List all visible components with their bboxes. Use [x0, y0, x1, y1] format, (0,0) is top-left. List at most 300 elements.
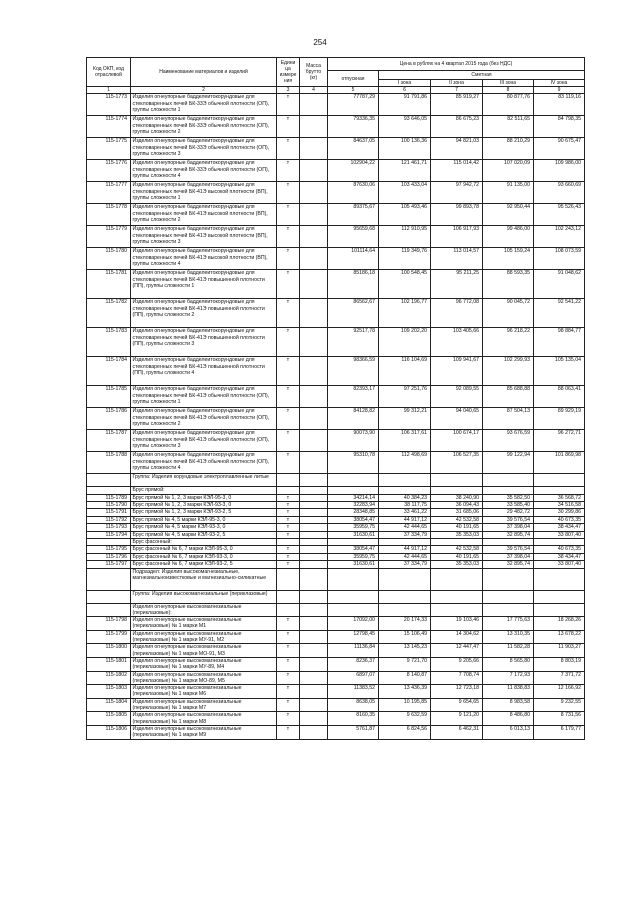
table-row: [87, 138, 585, 160]
row-zone-1-price: 8 140,87: [379, 671, 431, 685]
row-unit: т: [277, 509, 300, 516]
header-estimate: Сметная: [379, 71, 585, 80]
row-unit: т: [277, 524, 300, 531]
row-name: Изделия огнеупорные бадделеитокорундовые для стекловаренных печей БК-33Э обычной плотности (ОП), группы сложности 4: [131, 160, 277, 182]
row-zone-4-price: 95 526,43: [534, 204, 585, 226]
row-name: Брус фасонный № 6, 7 марки КЭЛ-95-3, 0: [131, 546, 277, 553]
row-unit: [277, 590, 300, 603]
table-row: [87, 725, 585, 739]
row-name: Изделия огнеупорные бадделеитокорундовые для стекловаренных печей БК-41Э высокой плотности (ВП), группы сложности 2: [131, 204, 277, 226]
table-row: [87, 630, 585, 644]
row-name: Брус прямой № 4, 5 марки КЭЛ-95-3, 0: [131, 516, 277, 523]
row-mass: [300, 299, 328, 328]
row-zone-4-price: 109 986,00: [534, 160, 585, 182]
row-release-price: 95310,78: [328, 452, 379, 474]
row-code: 115-1781: [87, 270, 131, 299]
row-release-price: 87630,06: [328, 182, 379, 204]
table-row: [87, 561, 585, 568]
row-release-price: [328, 539, 379, 546]
table-row: [87, 226, 585, 248]
row-name: Изделия огнеупорные высокомагнезиальные (периклазовые) № 1 марки М9: [131, 725, 277, 739]
row-zone-3-price: 99 122,94: [483, 452, 534, 474]
row-zone-1-price: 97 251,76: [379, 386, 431, 408]
row-name: Изделия огнеупорные бадделеитокорундовые для стекловаренных печей БК-41Э обычной плотности (ОП), группы сложности 1: [131, 386, 277, 408]
row-mass: [300, 116, 328, 138]
row-code: 115-1801: [87, 657, 131, 671]
row-mass: [300, 590, 328, 603]
row-zone-2-price: 113 014,57: [431, 248, 483, 270]
row-mass: [300, 698, 328, 712]
row-zone-2-price: [431, 474, 483, 487]
row-zone-4-price: 11 903,27: [534, 644, 585, 658]
row-zone-4-price: 33 807,40: [534, 561, 585, 568]
table-row: [87, 657, 585, 671]
row-name: Брус фасонный:: [131, 539, 277, 546]
row-release-price: 17092,00: [328, 617, 379, 631]
row-zone-2-price: 85 919,27: [431, 94, 483, 116]
row-name: Изделия огнеупорные бадделеитокорундовые для стекловаренных печей БК-41Э повышенной плотности (ПП), группы сложности 3: [131, 328, 277, 357]
row-zone-3-price: 107 020,09: [483, 160, 534, 182]
row-release-price: 11136,84: [328, 644, 379, 658]
row-zone-4-price: 38 434,47: [534, 553, 585, 560]
column-number: 4: [300, 87, 328, 94]
row-zone-1-price: 42 444,65: [379, 524, 431, 531]
row-code: 115-1802: [87, 671, 131, 685]
row-zone-1-price: [379, 487, 431, 494]
row-zone-3-price: 11 582,28: [483, 644, 534, 658]
row-name: Брус прямой № 1, 2, 3 марки КЭЛ-93-2, 5: [131, 509, 277, 516]
row-name: Изделия огнеупорные бадделеитокорундовые для стекловаренных печей БК-41Э обычной плотности (ОП), группы сложности 3: [131, 430, 277, 452]
row-release-price: 31630,61: [328, 531, 379, 538]
row-code: 115-1789: [87, 494, 131, 501]
row-zone-1-price: 106 317,61: [379, 430, 431, 452]
row-zone-4-price: [534, 487, 585, 494]
row-code: 115-1792: [87, 516, 131, 523]
row-unit: т: [277, 408, 300, 430]
row-mass: [300, 248, 328, 270]
table-row: [87, 474, 585, 487]
row-mass: [300, 685, 328, 699]
price-table: [86, 57, 585, 740]
row-release-price: 6897,07: [328, 671, 379, 685]
row-name: Изделия огнеупорные бадделеитокорундовые для стекловаренных печей БК-41Э повышенной плотности (ПП), группы сложности 1: [131, 270, 277, 299]
row-zone-4-price: 33 807,40: [534, 531, 585, 538]
row-zone-4-price: 93 660,69: [534, 182, 585, 204]
row-zone-2-price: 96 772,08: [431, 299, 483, 328]
row-release-price: 86562,67: [328, 299, 379, 328]
table-row: [87, 182, 585, 204]
row-code: [87, 603, 131, 617]
row-code: [87, 568, 131, 590]
row-mass: [300, 712, 328, 726]
row-zone-2-price: 9 121,20: [431, 712, 483, 726]
row-zone-1-price: 109 202,20: [379, 328, 431, 357]
row-mass: [300, 494, 328, 501]
row-release-price: 28348,85: [328, 509, 379, 516]
row-code: 115-1775: [87, 138, 131, 160]
table-row: [87, 452, 585, 474]
row-zone-1-price: [379, 474, 431, 487]
row-unit: [277, 603, 300, 617]
row-zone-4-price: 40 673,35: [534, 546, 585, 553]
row-mass: [300, 561, 328, 568]
row-release-price: 34214,14: [328, 494, 379, 501]
row-zone-2-price: 14 304,62: [431, 630, 483, 644]
row-zone-4-price: [534, 568, 585, 590]
row-code: 115-1800: [87, 644, 131, 658]
table-row: [87, 408, 585, 430]
row-zone-1-price: [379, 539, 431, 546]
table-row: [87, 386, 585, 408]
row-code: 115-1783: [87, 328, 131, 357]
row-mass: [300, 204, 328, 226]
row-zone-2-price: 7 708,74: [431, 671, 483, 685]
row-zone-3-price: 37 398,04: [483, 553, 534, 560]
row-zone-2-price: 106 527,35: [431, 452, 483, 474]
row-unit: т: [277, 182, 300, 204]
row-release-price: [328, 568, 379, 590]
row-zone-2-price: 103 405,66: [431, 328, 483, 357]
row-zone-4-price: 36 568,72: [534, 494, 585, 501]
row-zone-2-price: 106 917,93: [431, 226, 483, 248]
row-code: 115-1776: [87, 160, 131, 182]
row-zone-2-price: [431, 590, 483, 603]
row-mass: [300, 357, 328, 386]
header-zone-1: I зона: [379, 80, 431, 87]
table-row: [87, 553, 585, 560]
row-mass: [300, 630, 328, 644]
row-release-price: 8236,37: [328, 657, 379, 671]
header-zone-4: IV зона: [534, 80, 585, 87]
row-mass: [300, 160, 328, 182]
row-unit: т: [277, 617, 300, 631]
row-unit: т: [277, 116, 300, 138]
column-number: 3: [277, 87, 300, 94]
row-name: Изделия огнеупорные бадделеитокорундовые для стекловаренных печей БК-33Э обычной плотности (ОП), группы сложности 1: [131, 94, 277, 116]
row-name: Группа: Изделия высокомагнезиальные (периклазовые): [131, 590, 277, 603]
row-zone-2-price: 100 674,17: [431, 430, 483, 452]
row-zone-1-price: 91 791,86: [379, 94, 431, 116]
row-code: 115-1780: [87, 248, 131, 270]
row-unit: т: [277, 698, 300, 712]
row-release-price: 98366,59: [328, 357, 379, 386]
row-release-price: 38054,47: [328, 546, 379, 553]
row-mass: [300, 182, 328, 204]
row-zone-3-price: 6 013,13: [483, 725, 534, 739]
table-row: [87, 328, 585, 357]
table-row: [87, 516, 585, 523]
row-mass: [300, 270, 328, 299]
row-zone-2-price: 109 941,67: [431, 357, 483, 386]
row-zone-1-price: 112 498,69: [379, 452, 431, 474]
row-zone-3-price: 102 299,93: [483, 357, 534, 386]
row-zone-3-price: 37 398,04: [483, 524, 534, 531]
row-zone-2-price: [431, 603, 483, 617]
row-release-price: 77787,29: [328, 94, 379, 116]
row-name: Изделия огнеупорные высокомагнезиальные (периклазовые) № 1 марки М1: [131, 617, 277, 631]
row-name: Брус прямой:: [131, 487, 277, 494]
header-name: Наименование материалов и изделий: [131, 58, 277, 87]
row-zone-1-price: 37 334,79: [379, 531, 431, 538]
row-zone-4-price: 40 673,35: [534, 516, 585, 523]
row-zone-3-price: 32 895,74: [483, 561, 534, 568]
table-row: [87, 509, 585, 516]
row-name: Изделия огнеупорные бадделеитокорундовые для стекловаренных печей БК-41Э высокой плотности (ВП), группы сложности 1: [131, 182, 277, 204]
table-row: [87, 116, 585, 138]
table-row: [87, 248, 585, 270]
row-zone-4-price: [534, 539, 585, 546]
row-zone-3-price: 93 676,59: [483, 430, 534, 452]
row-mass: [300, 408, 328, 430]
table-row: [87, 524, 585, 531]
row-zone-2-price: 19 103,46: [431, 617, 483, 631]
row-zone-1-price: 121 461,71: [379, 160, 431, 182]
row-zone-4-price: 91 048,62: [534, 270, 585, 299]
row-zone-3-price: 29 482,72: [483, 509, 534, 516]
row-unit: т: [277, 204, 300, 226]
row-code: 115-1799: [87, 630, 131, 644]
row-zone-1-price: [379, 590, 431, 603]
row-release-price: 11383,52: [328, 685, 379, 699]
row-zone-1-price: 102 196,77: [379, 299, 431, 328]
row-zone-4-price: 83 119,16: [534, 94, 585, 116]
row-name: Изделия огнеупорные высокомагнезиальные (периклазовые) № 1 марки М7: [131, 698, 277, 712]
row-zone-2-price: 97 942,72: [431, 182, 483, 204]
row-unit: [277, 487, 300, 494]
row-unit: т: [277, 328, 300, 357]
row-unit: т: [277, 725, 300, 739]
header-release: отпускная: [328, 71, 379, 87]
column-number: 7: [431, 87, 483, 94]
row-zone-1-price: 37 334,79: [379, 561, 431, 568]
row-code: 115-1787: [87, 430, 131, 452]
row-name: Изделия огнеупорные бадделеитокорундовые для стекловаренных печей БК-33Э обычной плотности (ОП), группы сложности 3: [131, 138, 277, 160]
row-unit: т: [277, 644, 300, 658]
table-row: [87, 204, 585, 226]
header-mass: Масса брутто (кг): [300, 58, 328, 87]
row-zone-4-price: 84 798,35: [534, 116, 585, 138]
row-code: 115-1791: [87, 509, 131, 516]
row-zone-4-price: 8 803,19: [534, 657, 585, 671]
row-code: 115-1803: [87, 685, 131, 699]
row-zone-1-price: 33 461,22: [379, 509, 431, 516]
row-code: 115-1777: [87, 182, 131, 204]
row-unit: т: [277, 712, 300, 726]
row-zone-1-price: 93 646,05: [379, 116, 431, 138]
row-code: [87, 590, 131, 603]
row-release-price: 8638,05: [328, 698, 379, 712]
row-code: 115-1786: [87, 408, 131, 430]
row-code: 115-1778: [87, 204, 131, 226]
row-zone-3-price: 32 895,74: [483, 531, 534, 538]
row-name: Брус прямой № 4, 5 марки КЭЛ-93-3, 0: [131, 524, 277, 531]
row-unit: т: [277, 630, 300, 644]
row-zone-1-price: [379, 568, 431, 590]
row-release-price: 8160,35: [328, 712, 379, 726]
row-release-price: 85186,18: [328, 270, 379, 299]
row-zone-2-price: 40 191,65: [431, 524, 483, 531]
row-unit: т: [277, 494, 300, 501]
table-row: [87, 712, 585, 726]
row-unit: т: [277, 546, 300, 553]
table-row: [87, 502, 585, 509]
row-zone-3-price: 7 172,93: [483, 671, 534, 685]
header-unit: Едини ца измере ния: [277, 58, 300, 87]
row-zone-4-price: 12 166,92: [534, 685, 585, 699]
row-release-price: 31630,61: [328, 561, 379, 568]
row-code: 115-1773: [87, 94, 131, 116]
row-zone-2-price: 38 240,90: [431, 494, 483, 501]
row-zone-1-price: 15 106,49: [379, 630, 431, 644]
row-mass: [300, 524, 328, 531]
table-row: [87, 671, 585, 685]
row-zone-2-price: 42 532,58: [431, 516, 483, 523]
row-zone-4-price: 90 675,47: [534, 138, 585, 160]
row-mass: [300, 546, 328, 553]
row-release-price: [328, 603, 379, 617]
row-zone-3-price: [483, 474, 534, 487]
row-code: 115-1782: [87, 299, 131, 328]
row-release-price: 90073,90: [328, 430, 379, 452]
row-code: 115-1798: [87, 617, 131, 631]
row-unit: т: [277, 386, 300, 408]
row-name: Изделия огнеупорные бадделеитокорундовые для стекловаренных печей БК-33Э обычной плотности (ОП), группы сложности 2: [131, 116, 277, 138]
row-mass: [300, 502, 328, 509]
row-zone-3-price: [483, 590, 534, 603]
row-zone-1-price: 13 436,39: [379, 685, 431, 699]
row-zone-1-price: 105 493,46: [379, 204, 431, 226]
row-code: 115-1797: [87, 561, 131, 568]
row-zone-4-price: [534, 474, 585, 487]
row-mass: [300, 671, 328, 685]
row-zone-1-price: 100 136,36: [379, 138, 431, 160]
row-name: Брус прямой № 1, 2, 3 марки КЭЛ-93-3, 0: [131, 502, 277, 509]
row-code: 115-1794: [87, 531, 131, 538]
row-mass: [300, 553, 328, 560]
row-zone-3-price: 105 159,24: [483, 248, 534, 270]
row-zone-4-price: 34 516,58: [534, 502, 585, 509]
row-mass: [300, 657, 328, 671]
row-name: Брус фасонный № 6, 7 марки КЭЛ-93-3, 0: [131, 553, 277, 560]
row-release-price: 89375,67: [328, 204, 379, 226]
row-release-price: 5761,87: [328, 725, 379, 739]
table-row: [87, 160, 585, 182]
row-unit: т: [277, 430, 300, 452]
row-code: 115-1804: [87, 698, 131, 712]
table-row: [87, 531, 585, 538]
row-zone-3-price: 99 486,00: [483, 226, 534, 248]
row-unit: т: [277, 248, 300, 270]
table-row: [87, 94, 585, 116]
row-name: Брус фасонный № 6, 7 марки КЭЛ-93-2, 5: [131, 561, 277, 568]
row-zone-3-price: 8 565,80: [483, 657, 534, 671]
row-release-price: 79336,35: [328, 116, 379, 138]
row-unit: т: [277, 657, 300, 671]
row-zone-3-price: 82 511,65: [483, 116, 534, 138]
row-code: 115-1784: [87, 357, 131, 386]
row-unit: [277, 539, 300, 546]
table-row: [87, 539, 585, 546]
row-zone-1-price: 99 312,21: [379, 408, 431, 430]
row-mass: [300, 430, 328, 452]
row-mass: [300, 452, 328, 474]
row-unit: т: [277, 502, 300, 509]
row-zone-2-price: [431, 539, 483, 546]
row-zone-1-price: 20 174,33: [379, 617, 431, 631]
row-release-price: 35959,75: [328, 524, 379, 531]
row-release-price: 82393,17: [328, 386, 379, 408]
row-mass: [300, 487, 328, 494]
row-zone-4-price: 9 232,55: [534, 698, 585, 712]
row-mass: [300, 539, 328, 546]
row-name: Изделия огнеупорные высокомагнезиальные (периклазовые) № 1 марки МУ-91, М2: [131, 630, 277, 644]
row-zone-1-price: 38 117,75: [379, 502, 431, 509]
row-zone-2-price: 40 191,65: [431, 553, 483, 560]
row-zone-2-price: 6 462,31: [431, 725, 483, 739]
row-unit: т: [277, 561, 300, 568]
row-zone-4-price: 96 272,71: [534, 430, 585, 452]
row-zone-1-price: 44 917,12: [379, 516, 431, 523]
row-name: Изделия огнеупорные высокомагнезиальные (периклазовые) № 1 марки М6: [131, 685, 277, 699]
row-code: 115-1790: [87, 502, 131, 509]
row-mass: [300, 568, 328, 590]
row-zone-3-price: 17 775,63: [483, 617, 534, 631]
row-zone-2-price: 115 014,42: [431, 160, 483, 182]
table-row: [87, 487, 585, 494]
row-name: Брус прямой № 1, 2, 3 марки КЭЛ-95-3, 0: [131, 494, 277, 501]
row-mass: [300, 328, 328, 357]
row-unit: [277, 474, 300, 487]
row-zone-1-price: 112 910,95: [379, 226, 431, 248]
row-code: 115-1796: [87, 553, 131, 560]
row-zone-3-price: 87 504,13: [483, 408, 534, 430]
row-unit: т: [277, 553, 300, 560]
row-release-price: 95659,68: [328, 226, 379, 248]
row-zone-2-price: 9 205,66: [431, 657, 483, 671]
row-zone-1-price: 103 433,04: [379, 182, 431, 204]
header-code: Код ОКП, код отраслевой: [87, 58, 131, 87]
row-zone-3-price: 8 983,58: [483, 698, 534, 712]
row-code: 115-1779: [87, 226, 131, 248]
row-zone-2-price: [431, 568, 483, 590]
row-zone-1-price: 40 384,23: [379, 494, 431, 501]
row-zone-1-price: 6 824,56: [379, 725, 431, 739]
page-number: 254: [313, 38, 327, 47]
row-zone-2-price: 92 089,55: [431, 386, 483, 408]
header-zone-3: III зона: [483, 80, 534, 87]
row-code: 115-1774: [87, 116, 131, 138]
row-zone-1-price: 9 721,70: [379, 657, 431, 671]
row-zone-2-price: 12 723,18: [431, 685, 483, 699]
row-mass: [300, 617, 328, 631]
row-zone-3-price: 39 576,54: [483, 546, 534, 553]
row-unit: т: [277, 226, 300, 248]
row-unit: т: [277, 531, 300, 538]
row-zone-1-price: 44 917,12: [379, 546, 431, 553]
row-release-price: 101114,64: [328, 248, 379, 270]
column-number: 9: [534, 87, 585, 94]
table-row: [87, 617, 585, 631]
row-release-price: [328, 474, 379, 487]
row-mass: [300, 509, 328, 516]
row-mass: [300, 644, 328, 658]
row-release-price: [328, 590, 379, 603]
table-row: [87, 299, 585, 328]
row-zone-3-price: 85 688,88: [483, 386, 534, 408]
row-zone-2-price: 9 654,65: [431, 698, 483, 712]
row-zone-1-price: 13 145,23: [379, 644, 431, 658]
row-zone-2-price: 94 040,65: [431, 408, 483, 430]
